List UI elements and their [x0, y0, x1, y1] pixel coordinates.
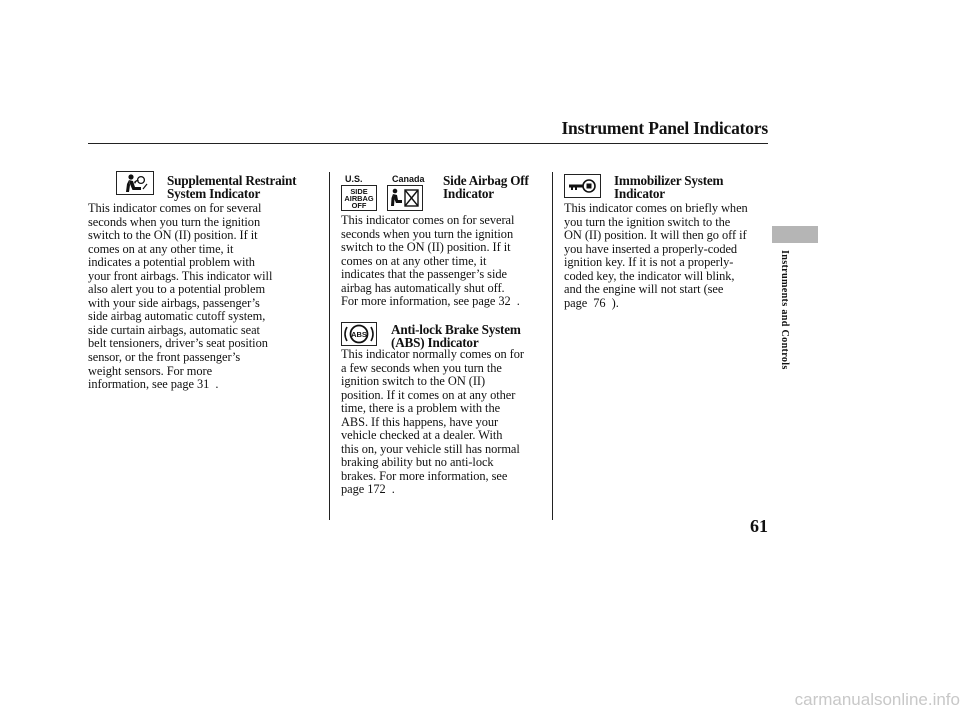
page-title: Instrument Panel Indicators: [561, 118, 768, 138]
side-airbag-off-text-icon: [341, 185, 377, 211]
region-label-us: U.S.: [345, 174, 363, 184]
watermark: carmanualsonline.info: [794, 690, 960, 709]
side-airbag-heading: Side Airbag Off Indicator: [443, 173, 529, 201]
srs-body: This indicator comes on for several seconds when you turn the ignition switch to the ON (II) position. If it comes on at any other time, it indicates a potential problem with your front airbags. This indicator will also alert you to a potential problem with your side airbags, passenger’s side airbag automatic cutoff system, side curtain airbags, automatic seat belt tensioners, driver’s seat position sensor, or the front passenger’s weight sensors. For more information, see page 31 .: [88, 201, 273, 392]
abs-icon: [341, 322, 377, 346]
section-tab: [772, 226, 818, 243]
side-airbag-body: This indicator comes on for several seconds when you turn the ignition switch to the ON (II) position. If it comes on at any other time, it indicates that the passenger’s side airbag has automatically shut off. For more information, see page 32 .: [341, 213, 520, 309]
abs-heading: Anti-lock Brake System (ABS) Indicator: [391, 322, 521, 350]
header-rule: [88, 143, 768, 144]
immobilizer-key-icon: [564, 174, 601, 198]
side-airbag-off-label: SIDE AIRBAG OFF: [344, 187, 374, 210]
airbag-off-symbol-icon: [387, 185, 423, 211]
srs-heading: Supplemental Restraint System Indicator: [167, 173, 297, 201]
abs-icon-text: ABS: [351, 330, 367, 339]
airbag-passenger-icon: [116, 171, 154, 195]
immobilizer-body: This indicator comes on briefly when you turn the ignition switch to the ON (II) position. It will then go off if you have inserted a properly-coded ignition key. If it is not a properly- coded key, the indicator will blink, and the engine will not start (see page 76 ).: [564, 201, 748, 310]
column-divider-1: [329, 172, 330, 520]
page-number: 61: [750, 516, 768, 536]
column-divider-2: [552, 172, 553, 520]
section-label: Instruments and Controls: [779, 250, 790, 370]
abs-body: This indicator normally comes on for a few seconds when you turn the ignition switch to the ON (II) position. If it comes on at any other time, there is a problem with the ABS. If this happens, have your vehicle checked at a dealer. With this on, your vehicle still has normal braking ability but no anti-lock brakes. For more information, see page 172 .: [341, 347, 524, 497]
region-label-canada: Canada: [392, 174, 425, 184]
immobilizer-heading: Immobilizer System Indicator: [614, 173, 724, 201]
